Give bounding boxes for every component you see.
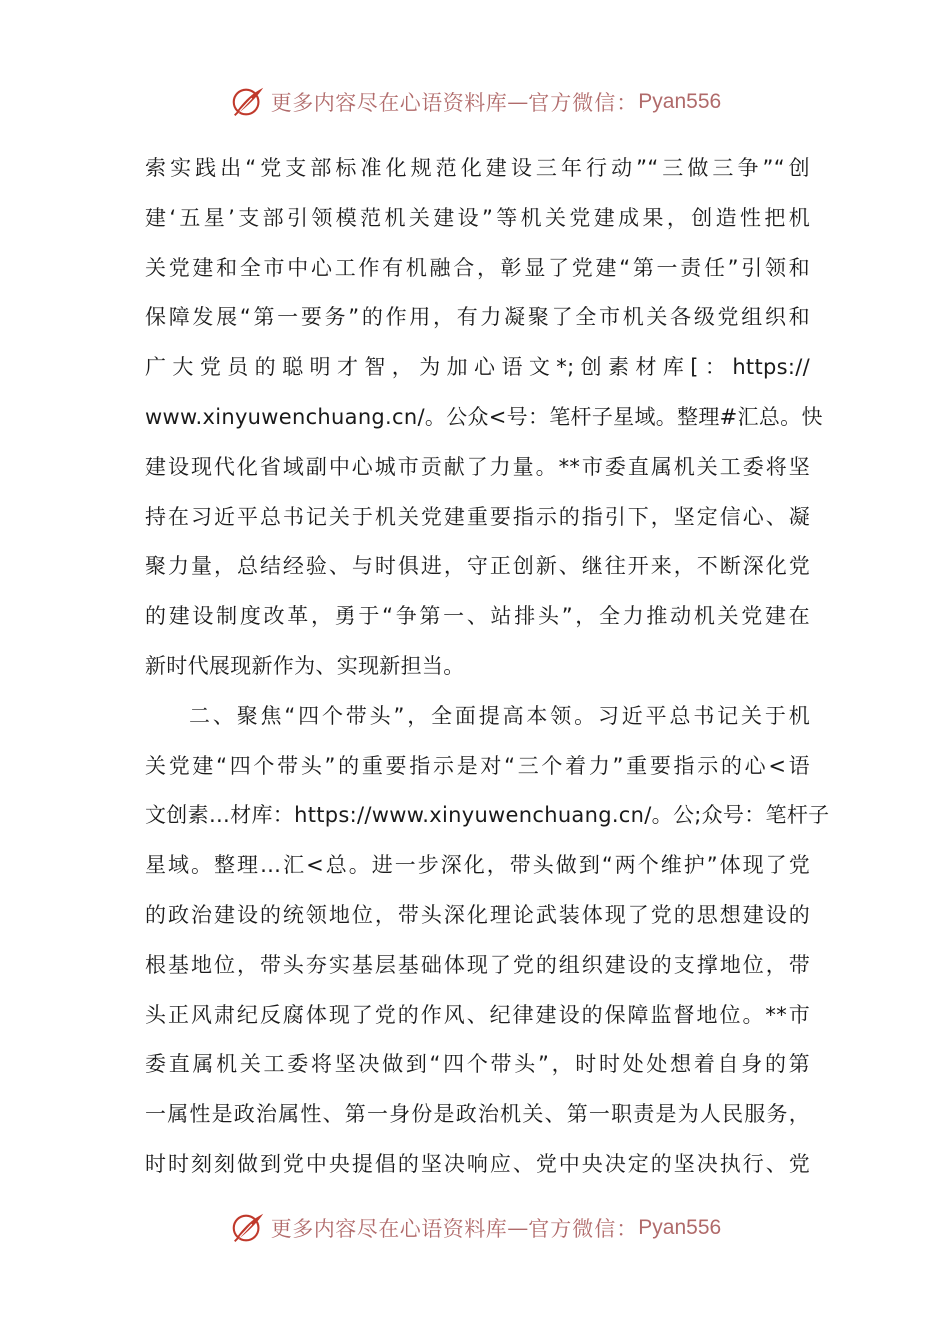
text-line: 头正风肃纪反腐体现了党的作风、纪律建设的保障监督地位。**市 (145, 1002, 810, 1027)
banner-contact-label: 官方微信： (528, 91, 639, 115)
header-banner (0, 82, 950, 122)
text-line: 时时刻刻做到党中央提倡的坚决响应、党中央决定的坚决执行、党 (145, 1151, 810, 1176)
text-line: 聚力量，总结经验、与时俱进，守正创新、继往开来，不断深化党 (145, 554, 810, 579)
banner-wechat-id: Pyan556 (638, 1216, 722, 1239)
text-line: 保障发展“第一要务”的作用，有力凝聚了全市机关各级党组织和 (145, 305, 810, 330)
text-line: www.xinyuwenchuang.cn/。公众<号：笔杆子星域。整理#汇总。快 (145, 404, 823, 429)
quill-logo-icon (229, 1209, 267, 1247)
banner-wechat-id: Pyan556 (638, 90, 722, 113)
text-line: 建‘五星’支部引领模范机关建设”等机关党建成果，创造性把机 (145, 205, 810, 230)
text-line: 关党建和全市中心工作有机融合，彰显了党建“第一责任”引领和 (145, 255, 810, 280)
text-line: 文创素…材库：https://www.xinyuwenchuang.cn/。公;众号：笔杆子 (145, 803, 830, 828)
text-line: 关党建“四个带头”的重要指示是对“三个着力”重要指示的心<语 (145, 753, 810, 778)
text-line: 一属性是政治属性、第一身份是政治机关、第一职责是为人民服务， (145, 1102, 810, 1127)
banner-title: 更多内容尽在心语资料库 (270, 91, 508, 115)
text-line: 星域。整理…汇<总。进一步深化，带头做到“两个维护”体现了党 (145, 853, 810, 878)
text-line: 建设现代化省域副中心城市贡献了力量。**市委直属机关工委将坚 (145, 454, 810, 479)
text-line: 根基地位，带头夯实基层基础体现了党的组织建设的支撑地位，带 (145, 952, 810, 977)
section-heading-line: 二、聚焦“四个带头”，全面提高本领。习近平总书记关于机 (189, 703, 810, 728)
text-line: 委直属机关工委将坚决做到“四个带头”，时时处处想着自身的第 (145, 1052, 810, 1077)
text-line: 索实践出“党支部标准化规范化建设三年行动”“三做三争”“创 (145, 156, 810, 180)
banner-title: 更多内容尽在心语资料库 (270, 1217, 508, 1241)
quill-logo-icon (229, 83, 267, 121)
text-line: 的建设制度改革，勇于“争第一、站排头”，全力推动机关党建在 (145, 604, 810, 629)
banner-separator: — (507, 1216, 529, 1240)
text-line: 广大党员的聪明才智，为加心语文*;创素材库[：https:// (145, 355, 810, 380)
text-line: 新时代展现新作为、实现新担当。 (145, 653, 465, 678)
text-line: 持在习近平总书记关于机关党建重要指示的指引下，坚定信心、凝 (145, 504, 810, 529)
document-body (145, 144, 830, 1190)
banner-separator: — (507, 90, 529, 114)
banner-contact-label: 官方微信： (528, 1217, 639, 1241)
footer-banner (0, 1208, 950, 1248)
text-line: 的政治建设的统领地位，带头深化理论武装体现了党的思想建设的 (145, 902, 810, 927)
